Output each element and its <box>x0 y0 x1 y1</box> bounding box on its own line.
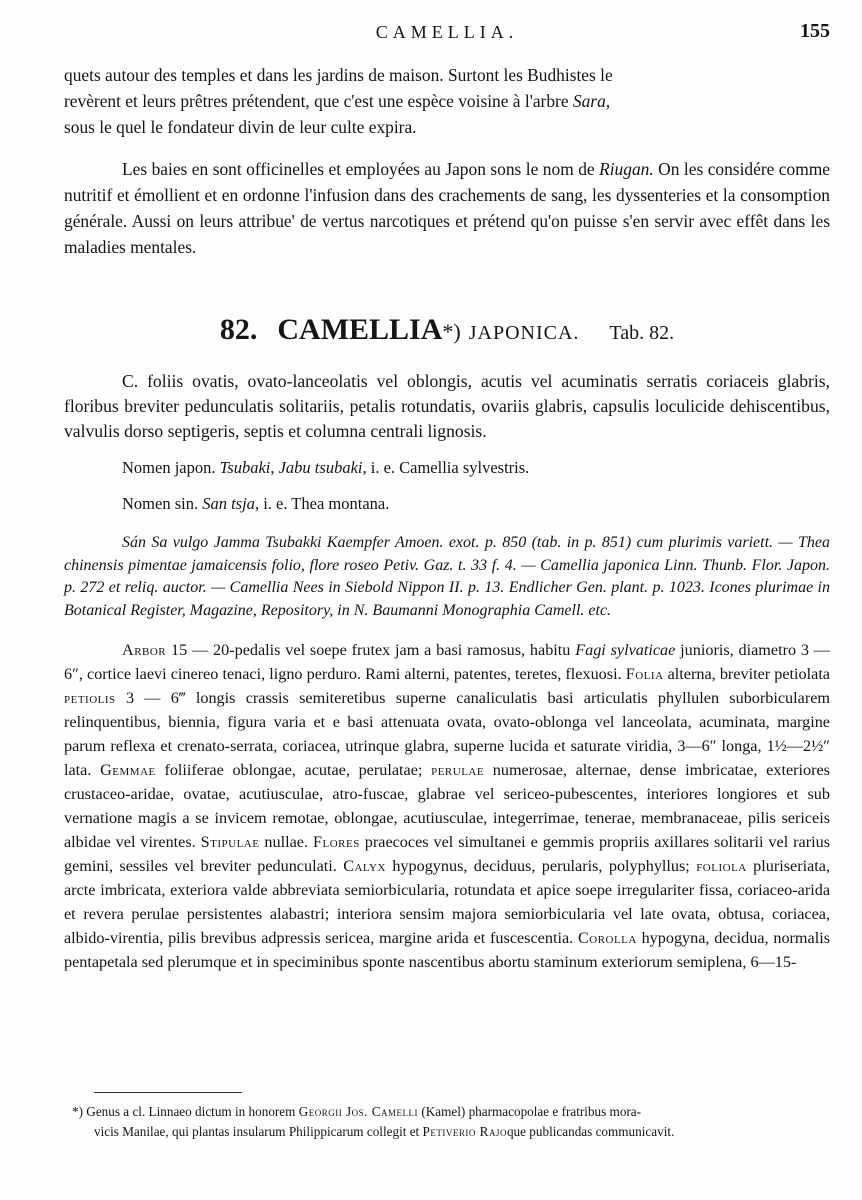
synonymy: Sán Sa vulgo Jamma Tsubakki Kaempfer Amoen. exot. p. 850 (tab. in p. 851) cum plurimis variett. — Thea chinensis pimentae jamaicensis folio, flore roseo Petiv. Gaz. t. 33 f. 4. — Camellia japonica Linn. Thunb. Flor. Japon. p. 272 et reliq. auctor. — Camellia Nees in Siebold Nippon II. p. 13. Endlicher Gen. plant. p. 1023. Icones plurimae in Botanical Register, Magazine, Repository, in N. Baumanni Monographia Camell. etc. <box>64 534 830 619</box>
nomen-sin-label: Nomen sin. <box>122 494 203 513</box>
paragraph-1-line-3: sous le quel le fondateur divin de leur culte expira. <box>64 117 417 137</box>
footnote-text: que publicandas communicavit. <box>506 1124 675 1139</box>
paragraph-1 <box>64 62 830 140</box>
description-text: 3 — 6‴ longis crassis semiteretibus superne canaliculatis basi articulatis phyllulen suborbicularem relinquentibus, biennia, figura varia et e basi attenuata ovata, ovato-oblonga vel lanceolata, acuminata, margine parum reflexa et crenato-serrata, coriacea, utrinque glabra, superne lucida et saturate viridia, 3—6″ longa, 1½—2½″ lata. <box>64 689 830 779</box>
folia-label: Folia <box>625 665 664 683</box>
running-head <box>64 20 830 50</box>
species-heading <box>64 312 830 353</box>
fagi-italic: Fagi sylvaticae <box>575 641 676 659</box>
nomen-sin <box>64 492 830 516</box>
paragraph-2-rest: On les considére comme nutritif et émollient et en ordonne l'infusion dans des crachements de sang, les dyssenteries et la consomption générale. Aussi on leurs attribue' de vertus narcotiques et prétend qu'on puisse s'en servir avec effêt dans les maladies mentales. <box>64 159 830 257</box>
running-title: CAMELLIA. <box>375 22 519 42</box>
genus-name: CAMELLIA <box>277 313 443 346</box>
foliola-label: foliola <box>696 857 747 875</box>
footnote <box>72 1102 830 1142</box>
footnote-text: (Kamel) pharmacopolae e fratribus mora- <box>418 1104 642 1119</box>
nomen-japon-label: Nomen japon. <box>122 458 220 477</box>
description-text: numerosae, alternae, dense imbricatae, exteriores crustaceo-aridae, ovatae, acutiusculae, atro-fuscae, glabrae vel sericeo-pubescentes, interiores longiores et sub vernatione magis a se invicem remotae, oblongae, acutiusculae, integerrimae, tenerae, membranaceae, pilis sericeis albidae vel virentes. <box>64 761 830 851</box>
riugan-italic: Riugan. <box>599 159 654 179</box>
gemmae-label: Gemmae <box>100 761 156 779</box>
footnote-rule <box>94 1092 242 1093</box>
camelli-name: Georgii Jos. Camelli <box>298 1104 419 1119</box>
nomen-japon-rest: , i. e. Camellia sylvestris. <box>362 458 530 477</box>
species-number: 82. <box>219 313 258 346</box>
description-text: praecoces vel simultanei e gemmis propriis axillares solitarii vel rarius gemini, sessiles vel breviter pedunculati. <box>64 833 830 875</box>
perulae-label: perulae <box>431 761 485 779</box>
sara-italic: Sara, <box>572 91 611 111</box>
paragraph-2 <box>64 156 830 260</box>
description-text: hypogynus, deciduus, perularis, polyphyllus; <box>385 857 697 875</box>
species-epithet: JAPONICA. <box>468 322 580 344</box>
petiverio-rajo-name: Petiverio Rajo <box>422 1124 507 1139</box>
tsubaki-italic: Tsubaki <box>219 458 271 477</box>
plate-reference: Tab. 82. <box>609 322 675 344</box>
paragraph-1-line-2: revèrent et leurs prêtres prétendent, que c'est une espèce voisine à l'arbre <box>64 91 573 111</box>
nomen-japon-sep: , <box>270 458 279 477</box>
corolla-label: Corolla <box>577 929 637 947</box>
page-body <box>64 62 830 974</box>
description-text: nullae. <box>259 833 313 851</box>
diagnosis: C. foliis ovatis, ovato-lanceolatis vel oblongis, acutis vel acuminatis serratis coriaceis glabris, floribus breviter pedunculatis solitariis, petalis rotundatis, ovariis glabris, capsulis loculicide dehiscentibus, valvulis dorso septigeris, septis et columna centrali lignosis. <box>64 371 830 441</box>
page-number: 155 <box>800 20 830 42</box>
footnote-line-2 <box>72 1122 830 1142</box>
san-tsja-italic: San tsja <box>202 494 255 513</box>
paragraph-2-start: Les baies en sont officinelles et employées au Japon sons le nom de <box>122 159 600 179</box>
nomen-japon <box>64 456 830 480</box>
description-text: foliiferae oblongae, acutae, perulatae; <box>155 761 432 779</box>
calyx-label: Calyx <box>343 857 386 875</box>
description-text: junioris, diametro 3 — 6″, cortice laevi cinereo tenaci, ligno perduro. Rami alterni, patentes, teretes, flexuosi. <box>64 641 830 683</box>
footnote-marker-ref: *) <box>72 1104 87 1119</box>
footnote-marker: *) <box>442 319 461 344</box>
description-text: hypogyna, decidua, normalis pentapetala sed plerumque et in speciminibus sponte nascentibus abortu staminum exteriorum semiplena, 6—15- <box>64 929 830 971</box>
arbor-label: Arbor <box>122 641 167 659</box>
stipulae-label: Stipulae <box>200 833 260 851</box>
description-text: alterna, breviter petiolata <box>663 665 830 683</box>
jabu-tsubaki-italic: Jabu tsubaki <box>278 458 363 477</box>
description <box>64 638 830 974</box>
footnote-line-1 <box>72 1102 830 1122</box>
flores-label: Flores <box>312 833 360 851</box>
description-text: pluriseriata, arcte imbricata, exteriora valde abbreviata semiorbicularia, rotundata et apice soepe irregulariter fissa, coriaceo-arida et revera perulae persistentes alabastri; interiora sensim majora semiorbicularia vel late ovata, obtusa, coriacea, albido-virentia, pilis brevibus adpressis sericea, margine arida et fuscescentia. <box>64 857 830 947</box>
footnote-text: Genus a cl. Linnaeo dictum in honorem <box>86 1104 299 1119</box>
description-text: 15 — 20-pedalis vel soepe frutex jam a basi ramosus, habitu <box>166 641 576 659</box>
petiolis-label: petiolis <box>64 689 116 707</box>
nomen-sin-rest: , i. e. Thea montana. <box>254 494 390 513</box>
footnote-text: vicis Manilae, qui plantas insularum Philippicarum collegit et <box>94 1124 423 1139</box>
paragraph-1-line-1: quets autour des temples et dans les jardins de maison. Surtont les Budhistes le <box>64 65 613 85</box>
